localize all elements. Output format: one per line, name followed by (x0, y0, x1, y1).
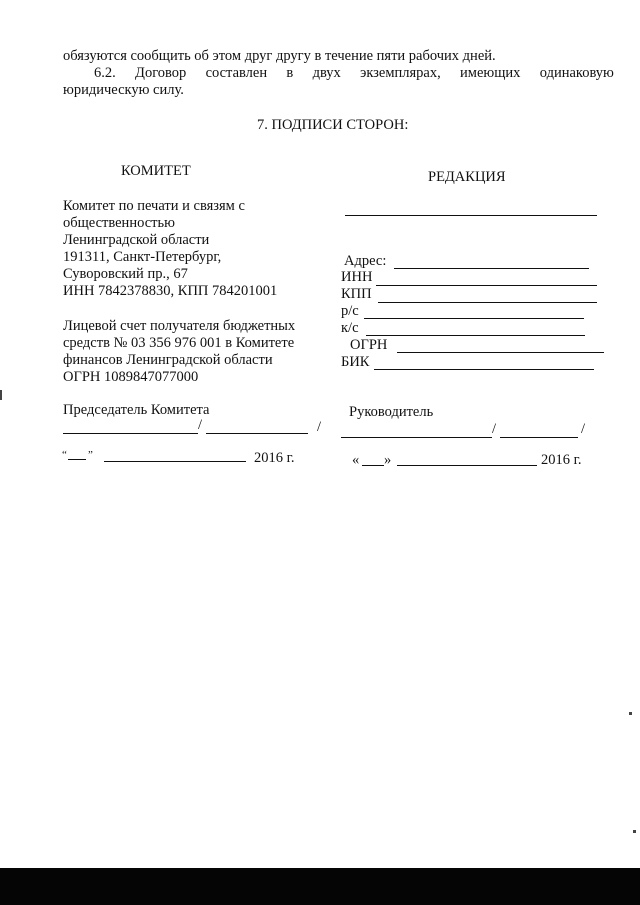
left-party-header: КОМИТЕТ (121, 163, 191, 179)
right-signer-title: Руководитель (349, 404, 434, 420)
p62-word: 6.2. (94, 65, 116, 81)
right-ks-blank-line (366, 335, 585, 336)
right-bik-blank-line (374, 369, 594, 370)
p62-word: составлен (205, 65, 268, 81)
left-day-blank-line (68, 459, 86, 460)
right-date-close-quote: » (384, 452, 392, 468)
p62-word: имеющих (460, 65, 521, 81)
left-date-open-quote: “ (62, 449, 67, 461)
right-date-open-quote: « (352, 452, 360, 468)
right-signature-line (341, 437, 492, 438)
left-account-line-3: финансов Ленинградской области (63, 352, 273, 368)
left-name-line-2: общественностью (63, 215, 175, 231)
left-name-line (206, 433, 308, 434)
right-rs-blank-line (364, 318, 584, 319)
right-name-line (500, 437, 578, 438)
section-title: 7. ПОДПИСИ СТОРОН: (257, 117, 409, 133)
left-month-blank-line (104, 461, 246, 462)
left-name-line-1: Комитет по печати и связям с (63, 198, 245, 214)
left-account-line-2: средств № 03 356 976 001 в Комитете (63, 335, 295, 351)
scan-speck (0, 390, 2, 400)
p62-word: в (286, 65, 294, 81)
paragraph-6-2-line-2: юридическую силу. (63, 82, 184, 98)
right-date-year: 2016 г. (541, 452, 582, 468)
scan-speck (629, 712, 632, 715)
left-name-line-3: Ленинградской области (63, 232, 210, 248)
left-date-year: 2016 г. (254, 450, 295, 466)
left-signature-line (63, 433, 198, 434)
p62-word: двух (312, 65, 341, 81)
left-address-line-1: 191311, Санкт-Петербург, (63, 249, 222, 265)
scan-bottom-edge (0, 868, 640, 905)
right-bik-label: БИК (341, 354, 370, 370)
right-ogrn-label: ОГРН (350, 337, 388, 353)
right-signature-slash-2: / (581, 421, 586, 437)
left-date-close-quote: ” (88, 449, 93, 461)
left-account-line-1: Лицевой счет получателя бюджетных (63, 318, 296, 334)
right-inn-label: ИНН (341, 269, 373, 285)
left-inn-kpp: ИНН 7842378830, КПП 784201001 (63, 283, 278, 299)
right-party-header: РЕДАКЦИЯ (428, 169, 506, 185)
left-ogrn: ОГРН 1089847077000 (63, 369, 199, 385)
left-signer-title: Председатель Комитета (63, 402, 210, 418)
p62-word: Договор (135, 65, 187, 81)
p62-word: экземплярах, (360, 65, 441, 81)
right-signature-slash-1: / (492, 421, 497, 437)
left-signature-slash-1: / (198, 417, 203, 433)
intro-line-1: обязуются сообщить об этом друг другу в течение пяти рабочих дней. (63, 48, 496, 64)
right-address-label: Адрес: (344, 253, 387, 269)
right-kpp-label: КПП (341, 286, 372, 302)
right-ogrn-blank-line (397, 352, 604, 353)
right-address-blank-line (394, 268, 589, 269)
right-kpp-blank-line (378, 302, 597, 303)
right-ks-label: к/с (341, 320, 359, 336)
right-day-blank-line (362, 465, 384, 466)
right-rs-label: р/с (341, 303, 359, 319)
right-inn-blank-line (376, 285, 597, 286)
right-month-blank-line (397, 465, 537, 466)
scan-speck (633, 830, 636, 833)
right-name-blank-line (345, 215, 597, 216)
left-address-line-2: Суворовский пр., 67 (63, 266, 188, 282)
paragraph-6-2-line-1 (94, 65, 614, 82)
p62-word: одинаковую (539, 65, 614, 81)
left-signature-slash-2: / (317, 419, 322, 435)
